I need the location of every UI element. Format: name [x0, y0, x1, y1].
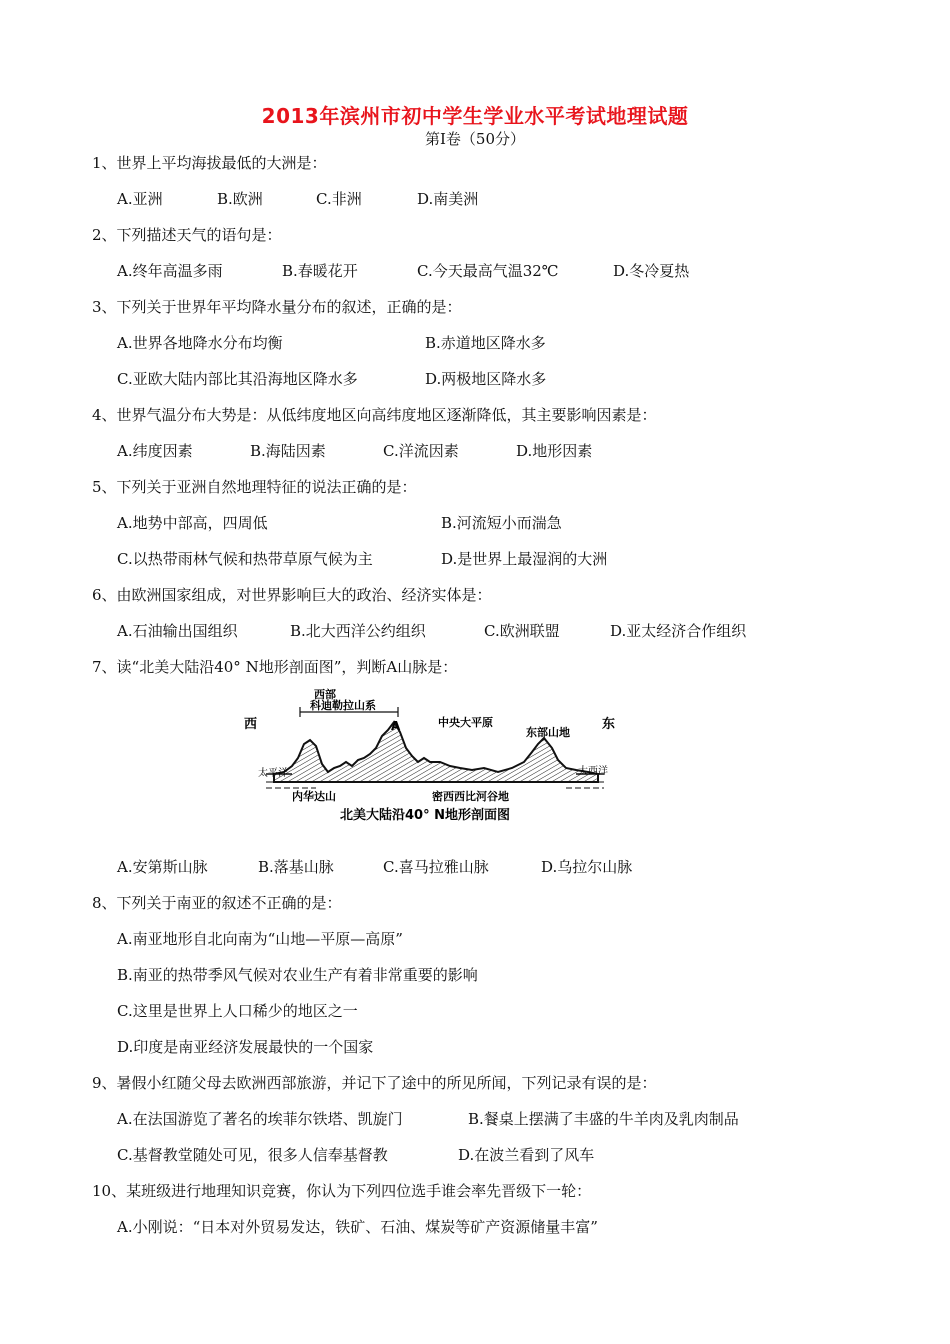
q2-option-c: C.今天最高气温32℃: [417, 262, 559, 280]
q7-option-a: A.安第斯山脉: [117, 858, 208, 876]
terrain-profile-figure: [236, 682, 626, 832]
q9-option-a: A.在法国游览了著名的埃菲尔铁塔、凯旋门: [117, 1110, 403, 1128]
cordillera-label-1: 西部: [314, 688, 336, 701]
q9-option-d: D.在波兰看到了风车: [458, 1146, 595, 1164]
q7-option-c: C.喜马拉雅山脉: [383, 858, 489, 876]
page-title: 2013年滨州市初中学生学业水平考试地理试题: [261, 104, 689, 128]
q10-option-a: A.小刚说：“日本对外贸易发达，铁矿、石油、煤炭等矿产资源储量丰富”: [117, 1218, 598, 1236]
q5-option-a: A.地势中部高，四周低: [117, 514, 268, 532]
q1-option-a: A.亚洲: [117, 190, 163, 208]
q2-option-b: B.春暖花开: [282, 262, 358, 280]
section-subtitle: 第Ⅰ卷（50分）: [424, 130, 525, 148]
eastern-mountains-label: 东部山地: [526, 726, 570, 739]
atlantic-label: 大西洋: [578, 766, 608, 777]
q9-option-b: B.餐桌上摆满了丰盛的牛羊肉及乳肉制品: [468, 1110, 739, 1128]
question-4: 4、世界气温分布大势是：从低纬度地区向高纬度地区逐渐降低，其主要影响因素是：: [92, 406, 657, 424]
q4-option-b: B.海陆因素: [250, 442, 326, 460]
question-1: 1、世界上平均海拔最低的大洲是：: [92, 154, 327, 172]
q6-option-b: B.北大西洋公约组织: [290, 622, 426, 640]
peak-a-label: A: [391, 719, 401, 733]
mississippi-label: 密西西比河谷地: [432, 790, 509, 803]
q6-option-a: A.石油输出国组织: [117, 622, 238, 640]
q3-option-a: A.世界各地降水分布均衡: [117, 334, 283, 352]
q8-option-a: A.南亚地形自北向南为“山地—平原—高原”: [117, 930, 403, 948]
q3-option-b: B.赤道地区降水多: [425, 334, 546, 352]
q7-option-d: D.乌拉尔山脉: [541, 858, 633, 876]
pacific-label: 太平洋: [258, 768, 288, 779]
q5-option-c: C.以热带雨林气候和热带草原气候为主: [117, 550, 373, 568]
question-9: 9、暑假小红随父母去欧洲西部旅游，并记下了途中的所见所闻，下列记录有误的是：: [92, 1074, 657, 1092]
q1-option-b: B.欧洲: [217, 190, 263, 208]
question-7: 7、读“北美大陆沿40° N地形剖面图”，判断A山脉是：: [92, 658, 458, 676]
question-5: 5、下列关于亚洲自然地理特征的说法正确的是：: [92, 478, 417, 496]
terrain-profile-svg: [236, 682, 626, 832]
q1-option-c: C.非洲: [316, 190, 362, 208]
nevada-label: 内华达山: [292, 790, 336, 803]
q4-option-d: D.地形因素: [516, 442, 593, 460]
question-8: 8、下列关于南亚的叙述不正确的是：: [92, 894, 342, 912]
q1-option-d: D.南美洲: [417, 190, 479, 208]
q2-option-a: A.终年高温多雨: [117, 262, 223, 280]
q8-option-d: D.印度是南亚经济发展最快的一个国家: [117, 1038, 374, 1056]
q6-option-d: D.亚太经济合作组织: [610, 622, 747, 640]
east-label: 东: [602, 717, 616, 732]
q2-option-d: D.冬冷夏热: [613, 262, 690, 280]
q4-option-c: C.洋流因素: [383, 442, 459, 460]
q5-option-b: B.河流短小而湍急: [441, 514, 562, 532]
question-3: 3、下列关于世界年平均降水量分布的叙述，正确的是：: [92, 298, 462, 316]
q3-option-d: D.两极地区降水多: [425, 370, 547, 388]
q8-option-c: C.这里是世界上人口稀少的地区之一: [117, 1002, 358, 1020]
q3-option-c: C.亚欧大陆内部比其沿海地区降水多: [117, 370, 358, 388]
figure-caption: 北美大陆沿40° N地形剖面图: [340, 808, 510, 823]
q4-option-a: A.纬度因素: [117, 442, 193, 460]
west-label: 西: [244, 717, 258, 732]
q6-option-c: C.欧洲联盟: [484, 622, 560, 640]
question-6: 6、由欧洲国家组成，对世界影响巨大的政治、经济实体是：: [92, 586, 492, 604]
q7-option-b: B.落基山脉: [258, 858, 334, 876]
question-2: 2、下列描述天气的语句是：: [92, 226, 282, 244]
q8-option-b: B.南亚的热带季风气候对农业生产有着非常重要的影响: [117, 966, 478, 984]
cordillera-label-2: 科迪勒拉山系: [310, 699, 376, 712]
q5-option-d: D.是世界上最湿润的大洲: [441, 550, 608, 568]
q9-option-c: C.基督教堂随处可见，很多人信奉基督教: [117, 1146, 388, 1164]
question-10: 10、某班级进行地理知识竞赛，你认为下列四位选手谁会率先晋级下一轮：: [92, 1182, 592, 1200]
central-plains-label: 中央大平原: [438, 716, 493, 729]
